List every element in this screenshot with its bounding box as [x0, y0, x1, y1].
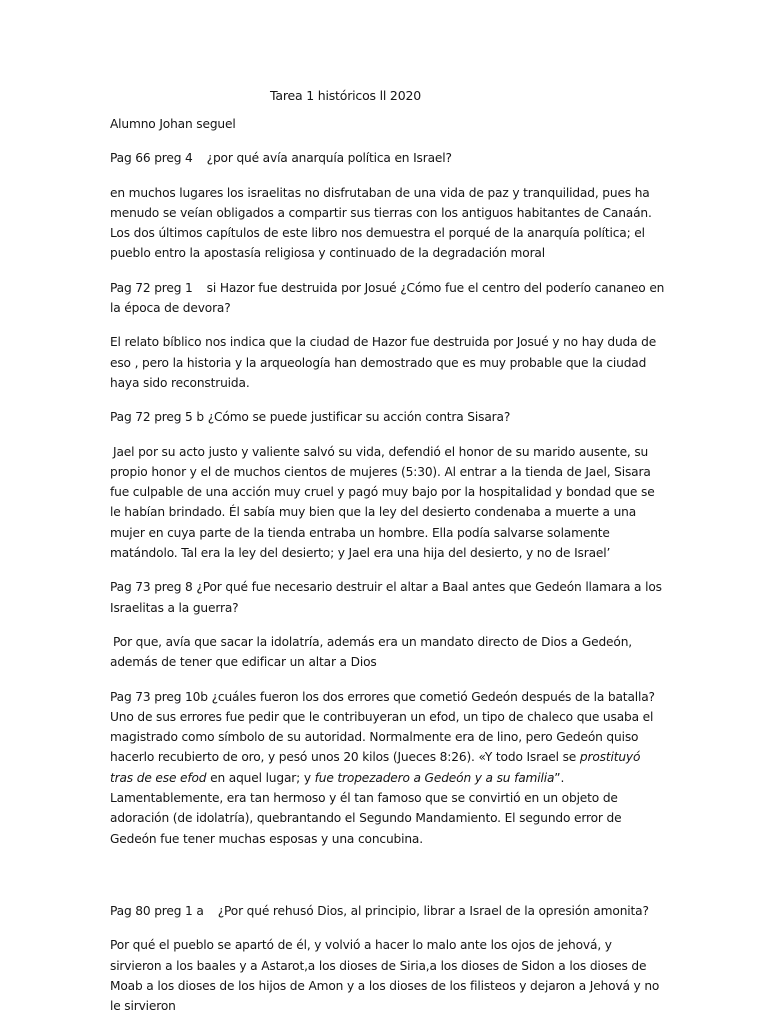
student-name: Alumno Johan seguel [110, 117, 236, 131]
question-ref: Pag 72 preg 5 b [110, 410, 204, 425]
quote-italic: fue tropezadero a Gedeón y a su familia [314, 770, 555, 785]
question-text: si Hazor fue destruida por Josué ¿Cómo fue el centro del poderío cananeo en la época de devora? [110, 280, 665, 316]
question-text: ¿por qué avía anarquía política en Israel? [206, 151, 452, 166]
question-3 [110, 407, 666, 427]
answer-1: en muchos lugares los israelitas no disfrutaban de una vida de paz y tranquilidad, pues ha menudo se veían obligados a compartir sus tierras con los antiguos habitantes de Canaán. Los dos últimos capítulos de este libro nos demuestra el porqué de la anarquía política; el pueblo entro la apostasía religiosa y continuado de la degradación moral [110, 185, 652, 261]
question-1 [110, 148, 666, 168]
question-2 [110, 278, 666, 319]
answer-text: en aquel lugar; y [206, 770, 315, 785]
question-ref: Pag 66 preg 4 [110, 151, 193, 166]
answer-5 [110, 707, 666, 849]
answer-3: Jael por su acto justo y valiente salvó su vida, defendió el honor de su marido ausente, su propio honor y el de muchos cientos de mujeres (5:30). Al entrar a la tienda de Jael, Sisara fue culpable de una acción muy cruel y pagó muy bajo por la hospitalidad y bondad que se le habían brindado. Él sabía muy bien que la ley del desierto condenaba a muerte a una mujer en cuya parte de la tienda entraba un hombre. Ella podía salvarse solamente matándolo. Tal era la ley del desierto; y Jael era una hija del desierto, y no de Israel’ [110, 444, 655, 561]
question-ref: Pag 73 preg 8 [110, 580, 193, 595]
question-6 [110, 901, 666, 921]
document-title: Tarea 1 históricos ll 2020 [270, 88, 421, 103]
answer-text: ”. Lamentablemente, era tan hermoso y él tan famoso que se convirtió en un objeto de adoración (de idolatría), quebrantando el Segundo Mandamiento. El segundo error de Gedeón fue tener muchas esposas y una concubina. [110, 770, 622, 846]
question-text: ¿Por qué fue necesario destruir el altar a Baal antes que Gedeón llamara a los Israelitas a la guerra? [110, 580, 662, 615]
question-ref: Pag 80 preg 1 a [110, 903, 204, 918]
question-text: ¿Por qué rehusó Dios, al principio, librar a Israel de la opresión amonita? [217, 903, 649, 918]
question-5 [110, 687, 666, 707]
question-text: ¿cuáles fueron los dos errores que cometió Gedeón después de la batalla? [211, 689, 655, 704]
question-ref: Pag 73 preg 10b [110, 689, 208, 704]
answer-text: Uno de sus errores fue pedir que le contribuyeran un efod, un tipo de chaleco que usaba el magistrado como símbolo de su autoridad. Normalmente era de lino, pero Gedeón quiso hacerlo recubierto de oro, y pesó unos 20 kilos ( [110, 709, 654, 765]
answer-6: Por qué el pueblo se apartó de él, y volvió a hacer lo malo ante los ojos de jehová, y sirvieron a los baales y a Astarot,a los dioses de Siria,a los dioses de Sidon a los dioses de Moab a los dioses de los hijos de Amon y a los dioses de los filisteos y dejaron a Jehová y no le sirvieron [110, 938, 660, 1014]
answer-4: Por que, avía que sacar la idolatría, además era un mandato directo de Dios a Gedeón, además de tener que edificar un altar a Dios [110, 634, 633, 670]
question-text: ¿Cómo se puede justificar su acción contra Sisara? [207, 410, 511, 425]
answer-2: El relato bíblico nos indica que la ciudad de Hazor fue destruida por Josué y no hay duda de eso , pero la historia y la arqueología han demostrado que es muy probable que la ciudad haya sido reconstruida. [110, 335, 657, 390]
question-4 [110, 577, 666, 618]
quote-italic: prostituyó tras de ese efod [110, 750, 641, 785]
question-ref: Pag 72 preg 1 [110, 280, 193, 295]
blank-space [110, 863, 666, 901]
document-body [110, 114, 666, 1030]
answer-text: ). «Y todo Israel se [466, 750, 580, 765]
bible-reference: Jueces 8:26 [397, 750, 467, 765]
